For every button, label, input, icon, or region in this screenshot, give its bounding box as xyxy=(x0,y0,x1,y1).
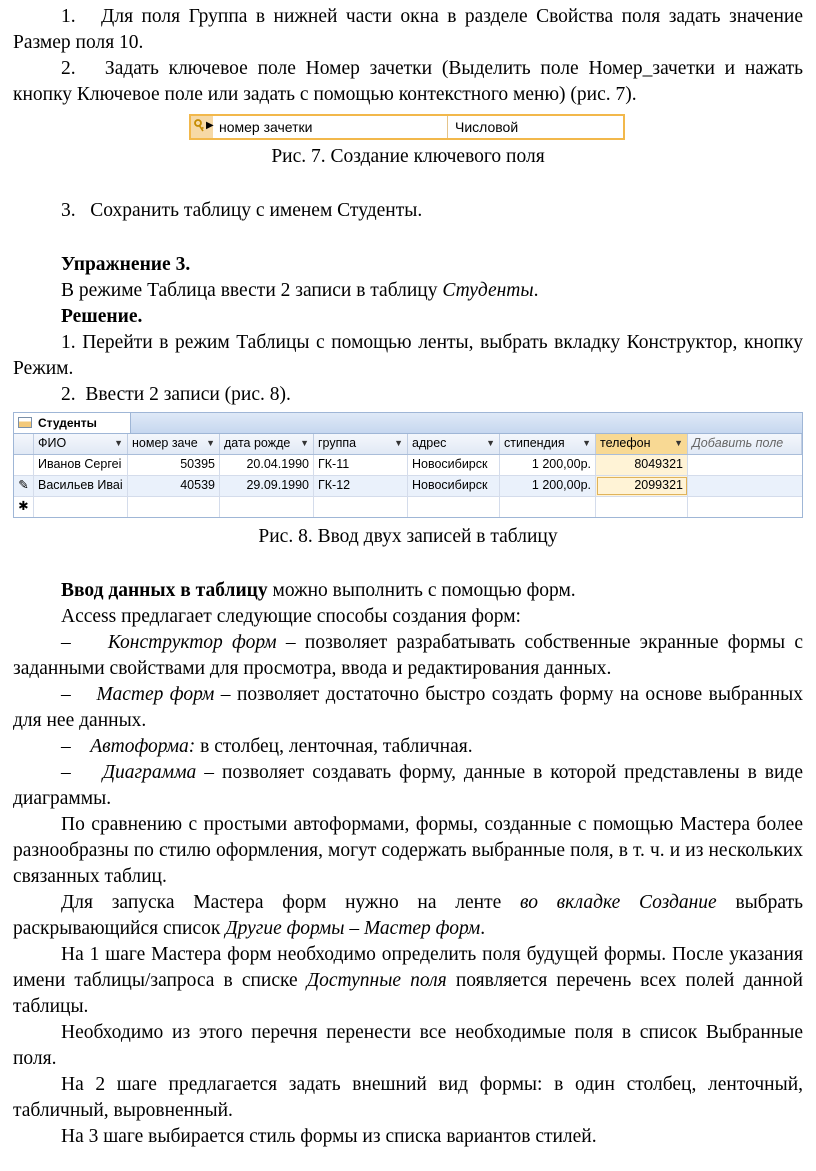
students-datasheet xyxy=(13,412,803,518)
exercise-text: В режиме Таблица ввести 2 записи в таблицу Студенты. xyxy=(61,280,539,301)
cell-record-number[interactable]: 40539 xyxy=(128,476,220,496)
dropdown-arrow-icon[interactable]: ▼ xyxy=(486,438,495,448)
new-cell[interactable] xyxy=(688,497,802,517)
column-header[interactable]: номер заче ▼ xyxy=(128,434,220,454)
paragraph-compare: По сравнению с простыми автоформами, формы, созданные с помощью Мастера более разнообразны по стилю оформления, могут содержать выбранные поля, в т. ч. и из нескольких связанных таблиц. xyxy=(13,814,803,887)
select-all-corner[interactable] xyxy=(14,434,34,454)
tab-students[interactable] xyxy=(14,413,131,433)
cell-fio[interactable]: Васильев Иваі xyxy=(34,476,128,496)
cell-birth-date[interactable]: 29.09.1990 xyxy=(220,476,314,496)
method-item: – Мастер форм – позволяет достаточно быстро создать форму на основе выбранных для нее данных. xyxy=(13,684,803,731)
paragraph-step-one: На 1 шаге Мастера форм необходимо определить поля будущей формы. После указания имени таблицы/запроса в списке Доступные поля появляется перечень всех полей данной таблицы. xyxy=(13,944,803,1017)
dropdown-arrow-icon[interactable]: ▼ xyxy=(300,438,309,448)
cell-group[interactable]: ГК-12 xyxy=(314,476,408,496)
document-page xyxy=(13,0,803,1150)
new-cell[interactable] xyxy=(128,497,220,517)
paragraph-step2 xyxy=(13,56,803,108)
new-cell[interactable] xyxy=(408,497,500,517)
paragraph-text: Для поля Группа в нижней части окна в разделе Свойства поля задать значение Размер поля 10. xyxy=(13,6,804,53)
method-item: – Диаграмма – позволяет создавать форму, данные в которой представлены в виде диаграммы. xyxy=(13,762,804,809)
table-row xyxy=(14,455,802,476)
column-header[interactable]: адрес ▼ xyxy=(408,434,500,454)
column-header[interactable]: группа ▼ xyxy=(314,434,408,454)
field-name-cell[interactable]: номер зачетки xyxy=(219,119,313,135)
list-number: 2. xyxy=(61,384,76,405)
data-type-cell[interactable]: Числовой xyxy=(455,119,519,135)
cell-birth-date[interactable]: 20.04.1990 xyxy=(220,455,314,475)
row-selector[interactable] xyxy=(14,455,34,475)
cell-group[interactable]: ГК-11 xyxy=(314,455,408,475)
dropdown-arrow-icon[interactable]: ▼ xyxy=(394,438,403,448)
cell-address[interactable]: Новосибирск xyxy=(408,476,500,496)
new-cell[interactable] xyxy=(34,497,128,517)
paragraph-transfer: Необходимо из этого перечня перенести все необходимые поля в список Выбранные поля. xyxy=(13,1022,803,1069)
cell-phone-active[interactable]: 2099321 xyxy=(596,476,688,496)
new-record-row xyxy=(14,497,802,517)
datasheet-tab-bar xyxy=(14,413,802,434)
list-number: 1. xyxy=(61,332,76,353)
current-row-arrow-icon: ▶ xyxy=(206,120,214,131)
solution-step2: 2. Ввести 2 записи (рис. 8). xyxy=(61,384,291,405)
paragraph-step-two: На 2 шаге предлагается задать внешний вид формы: в один столбец, ленточный, табличный, выровненный. xyxy=(13,1074,803,1121)
add-field-header[interactable]: Добавить поле xyxy=(688,434,802,454)
paragraph-launch: Для запуска Мастера форм нужно на ленте во вкладке Создание выбрать раскрывающийся список Другие формы – Мастер форм. xyxy=(13,892,803,939)
primary-key-icon xyxy=(194,119,206,133)
paragraph-step3 xyxy=(13,198,803,224)
forms-intro: Ввод данных в таблицу можно выполнить с помощью форм. xyxy=(61,580,576,601)
figure7-caption: Рис. 7. Создание ключевого поля xyxy=(271,146,545,167)
list-number: 1. xyxy=(61,6,76,27)
column-header[interactable]: стипендия ▼ xyxy=(500,434,596,454)
dropdown-arrow-icon[interactable]: ▼ xyxy=(674,438,683,448)
column-header[interactable]: дата рожде ▼ xyxy=(220,434,314,454)
list-number: 3. xyxy=(61,200,76,221)
new-cell[interactable] xyxy=(220,497,314,517)
dropdown-arrow-icon[interactable]: ▼ xyxy=(114,438,123,448)
new-cell[interactable] xyxy=(314,497,408,517)
paragraph-step-three: На 3 шаге выбирается стиль формы из списка вариантов стилей. xyxy=(61,1126,597,1147)
method-item: – Автоформа: в столбец, ленточная, табличная. xyxy=(61,736,473,757)
column-header-selected[interactable]: телефон ▼ xyxy=(596,434,688,454)
methods-intro: Access предлагает следующие способы создания форм: xyxy=(61,606,521,627)
cell-address[interactable]: Новосибирск xyxy=(408,455,500,475)
cell-stipend[interactable]: 1 200,00р. xyxy=(500,455,596,475)
dropdown-arrow-icon[interactable]: ▼ xyxy=(582,438,591,448)
dropdown-arrow-icon[interactable]: ▼ xyxy=(206,438,215,448)
solution-step1: 1. Перейти в режим Таблицы с помощью ленты, выбрать вкладку Конструктор, кнопку Режим. xyxy=(13,332,804,379)
cell-add-field[interactable] xyxy=(688,476,802,496)
column-header[interactable]: ФИО ▼ xyxy=(34,434,128,454)
list-number: 2. xyxy=(61,58,76,79)
row-selector[interactable] xyxy=(191,116,213,138)
new-cell[interactable] xyxy=(596,497,688,517)
new-record-icon[interactable]: ✱ xyxy=(14,497,34,517)
tab-label: Студенты xyxy=(38,416,97,430)
column-header-row xyxy=(14,434,802,455)
cell-record-number[interactable]: 50395 xyxy=(128,455,220,475)
cell-fio[interactable]: Иванов Сергеі xyxy=(34,455,128,475)
cell-add-field[interactable] xyxy=(688,455,802,475)
key-field-figure xyxy=(189,114,625,140)
paragraph-text: Задать ключевое поле Номер зачетки (Выделить поле Номер_зачетки и нажать кнопку Ключевое поле или задать с помощью контекстного меню) (рис. 7). xyxy=(13,58,803,105)
table-icon xyxy=(18,417,32,428)
column-divider xyxy=(447,116,448,138)
cell-stipend[interactable]: 1 200,00р. xyxy=(500,476,596,496)
new-cell[interactable] xyxy=(500,497,596,517)
figure8-caption: Рис. 8. Ввод двух записей в таблицу xyxy=(258,526,558,547)
method-item: – Конструктор форм – позволяет разрабатывать собственные экранные формы с заданными свойствами для просмотра, ввода и редактирования данных. xyxy=(13,632,803,679)
exercise-heading: Упражнение 3. xyxy=(61,254,191,275)
pencil-icon[interactable]: ✎ xyxy=(14,476,34,496)
table-row xyxy=(14,476,802,497)
paragraph-step1 xyxy=(13,4,803,56)
cell-phone[interactable]: 8049321 xyxy=(596,455,688,475)
solution-heading: Решение. xyxy=(61,306,143,327)
paragraph-text: Сохранить таблицу с именем Студенты. xyxy=(90,200,423,221)
